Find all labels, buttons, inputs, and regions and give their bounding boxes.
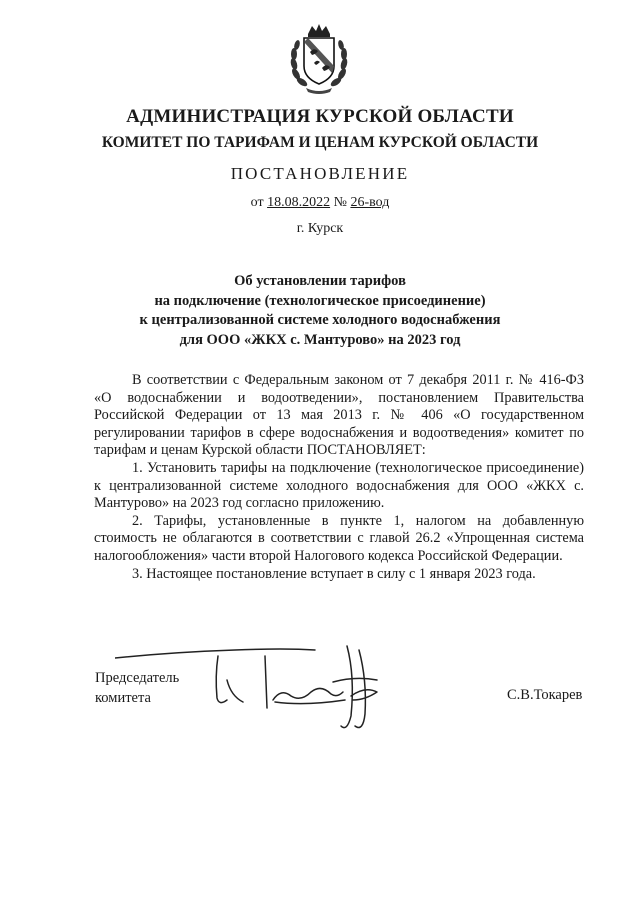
paragraph-item-3: 3. Настоящее постановление вступает в силу с 1 января 2023 года. <box>132 565 536 582</box>
committee-heading: КОМИТЕТ ПО ТАРИФАМ И ЦЕНАМ КУРСКОЙ ОБЛАСТИ <box>101 134 539 151</box>
title-line: Об установлении тарифов <box>234 273 406 289</box>
title-line: на подключение (технологическое присоединение) <box>154 292 486 309</box>
signatory-position <box>95 668 179 708</box>
administration-heading: АДМИНИСТРАЦИЯ КУРСКОЙ ОБЛАСТИ <box>126 106 514 127</box>
title-line: к централизованной системе холодного водоснабжения <box>139 312 501 328</box>
date-number-line <box>0 195 640 211</box>
document-number: 26-вод <box>350 195 390 210</box>
document-type: ПОСТАНОВЛЕНИЕ <box>230 164 410 183</box>
document-date: 18.08.2022 <box>267 195 331 210</box>
number-sign: № <box>330 195 351 210</box>
date-prefix: от <box>250 195 268 210</box>
document-title <box>0 272 640 350</box>
city: г. Курск <box>296 221 344 236</box>
paragraph-preamble: В соответствии с Федеральным законом от 7 декабря 2011 г. № 416-ФЗ «О водоснабжении и водоотведении», постановлением Правительства Российской Федерации от 13 мая 2013 г. № 406 «О государственном регулировании тарифов в сфере водоснабжения и водоотведения» комитет по тарифам и ценам Курской области ПОСТАНОВЛЯЕТ: <box>94 372 584 459</box>
document-body <box>94 372 584 583</box>
paragraph-item-1: 1. Установить тарифы на подключение (технологическое присоединение) к централизованной системе холодного водоснабжения для ООО «ЖКХ с. Мантурово» на 2023 год согласно приложению. <box>94 459 584 512</box>
position-line-1: Председатель <box>95 670 180 686</box>
paragraph-item-2: 2. Тарифы, установленные в пункте 1, налогом на добавленную стоимость не облагаются в соответствии с главой 26.2 «Упрощенная система налогообложения» части второй Налогового кодекса Российской Федерации. <box>94 512 584 564</box>
signatory-name: С.В.Токарев <box>507 687 583 703</box>
position-line-2: комитета <box>95 690 151 706</box>
title-line: для ООО «ЖКХ с. Мантурово» на 2023 год <box>179 331 461 348</box>
coat-of-arms-icon <box>288 22 350 94</box>
